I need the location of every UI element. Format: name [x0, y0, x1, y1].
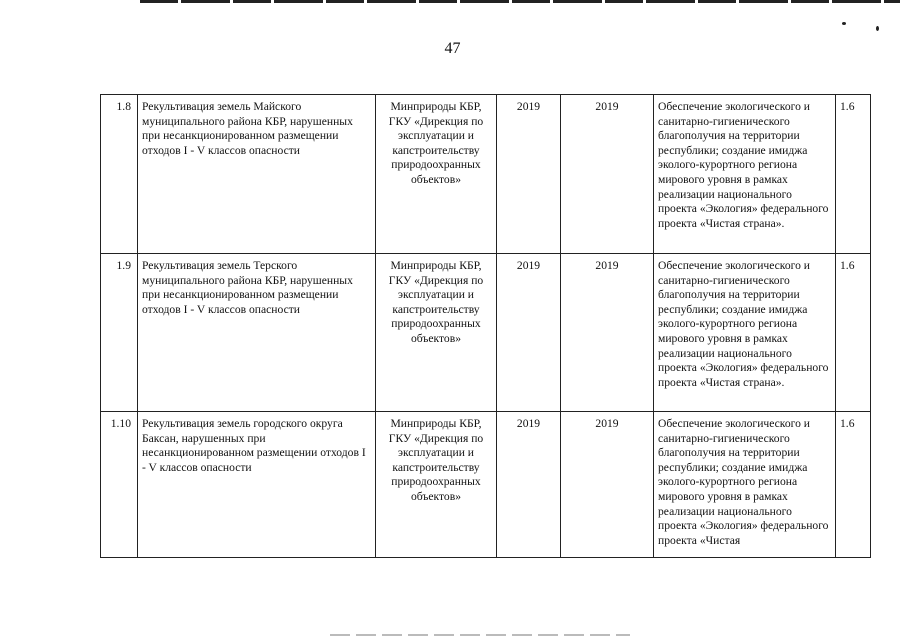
page-number: 47 — [444, 40, 461, 57]
end-year: 2019 — [561, 95, 654, 254]
executor: Минприроды КБР, ГКУ «Дирекция по эксплуатации и капстроительству природоохранных объектов» — [376, 254, 497, 412]
end-year: 2019 — [561, 412, 654, 558]
table-row — [101, 95, 871, 254]
linked-indicator: 1.6 — [836, 95, 871, 254]
scan-speck — [842, 22, 846, 25]
row-number: 1.10 — [101, 412, 138, 558]
row-number: 1.8 — [101, 95, 138, 254]
measures-table — [100, 94, 871, 558]
measure-name: Рекультивация земель Терского муниципального района КБР, нарушенных при несанкционированном размещении отходов I - V классов опасности — [138, 254, 376, 412]
linked-indicator: 1.6 — [836, 254, 871, 412]
end-year: 2019 — [561, 254, 654, 412]
linked-indicator: 1.6 — [836, 412, 871, 558]
expected-result: Обеспечение экологического и санитарно-гигиенического благополучия на территории республики; создание имиджа эколого-курортного региона мирового уровня в рамках реализации национального проекта «Экология» федерального проекта «Чистая — [654, 412, 836, 558]
start-year: 2019 — [497, 412, 561, 558]
table-row — [101, 412, 871, 558]
scan-artifact-bottom-line — [330, 634, 630, 636]
start-year: 2019 — [497, 254, 561, 412]
measure-name: Рекультивация земель Майского муниципального района КБР, нарушенных при несанкционированном размещении отходов I - V классов опасности — [138, 95, 376, 254]
executor: Минприроды КБР, ГКУ «Дирекция по эксплуатации и капстроительству природоохранных объектов» — [376, 412, 497, 558]
measure-name: Рекультивация земель городского округа Баксан, нарушенных при несанкционированном размещении отходов I - V классов опасности — [138, 412, 376, 558]
expected-result: Обеспечение экологического и санитарно-гигиенического благополучия на территории республики; создание имиджа эколого-курортного региона мирового уровня в рамках реализации национального проекта «Экология» федерального проекта «Чистая страна». — [654, 95, 836, 254]
scan-speck — [876, 26, 879, 31]
scan-artifact-top-line — [140, 0, 900, 3]
row-number: 1.9 — [101, 254, 138, 412]
table-row — [101, 254, 871, 412]
executor: Минприроды КБР, ГКУ «Дирекция по эксплуатации и капстроительству природоохранных объектов» — [376, 95, 497, 254]
expected-result: Обеспечение экологического и санитарно-гигиенического благополучия на территории республики; создание имиджа эколого-курортного региона мирового уровня в рамках реализации национального проекта «Экология» федерального проекта «Чистая страна». — [654, 254, 836, 412]
start-year: 2019 — [497, 95, 561, 254]
